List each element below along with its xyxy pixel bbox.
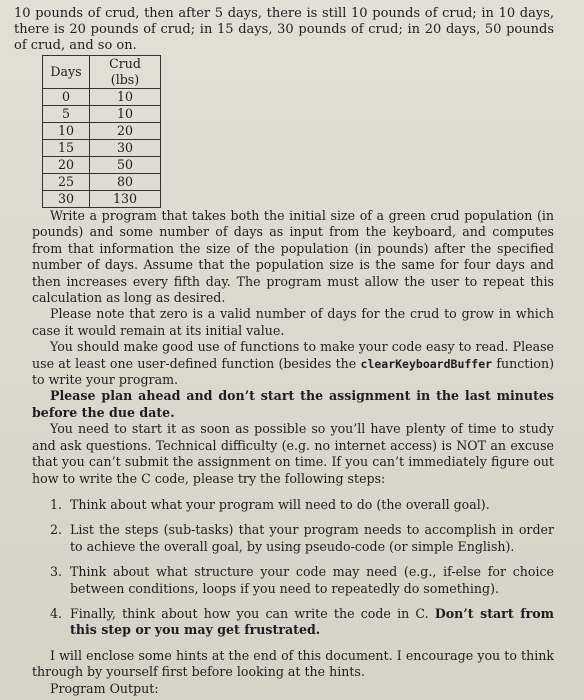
paragraph-hints: I will enclose some hints at the end of this document. I encourage you to think through by yourself first before looking at the hints. [32, 647, 554, 680]
step-number: 2. [50, 522, 63, 538]
table-cell-days: 30 [43, 191, 90, 208]
table-cell-days: 20 [43, 157, 90, 174]
table-row [43, 106, 161, 123]
step-number: 3. [50, 564, 63, 580]
paragraph-start-early: You need to start it as soon as possible so you’ll have plenty of time to study and ask questions. Technical difficulty (e.g. no internet access) is NOT an excuse that you can’t submit the assignment on time. If you can’t immediately figure out how to write the C code, please try the following steps: [32, 421, 554, 486]
crud-table [42, 55, 161, 208]
paragraph-functions [32, 339, 554, 388]
table-cell-days: 25 [43, 174, 90, 191]
paragraph-plan-ahead: Please plan ahead and don’t start the assignment in the last minutes before the due date. [32, 388, 554, 420]
step-text: Think about what structure your code may need (e.g., if-else for choice between conditions, loops if you need to repeatedly do something). [70, 564, 554, 596]
paragraph-task: Write a program that takes both the initial size of a green crud population (in pounds) and some number of days as input from the keyboard, and computes from that information the size of the population (in pounds) after the specified number of days. Assume that the population size is the same for four days and then increases every fifth day. The program must allow the user to repeat this calculation as long as desired. [32, 208, 554, 306]
code-function-name: clearKeyboardBuffer [360, 356, 493, 371]
list-item [32, 497, 554, 513]
table-cell-crud: 10 [90, 106, 161, 123]
step-number: 1. [50, 496, 63, 512]
table-row [43, 157, 161, 174]
header-days: Days [43, 56, 90, 89]
list-item [32, 564, 554, 597]
program-output-label: Program Output: [50, 680, 159, 696]
step-text [70, 606, 554, 639]
table-row [43, 140, 161, 157]
table-cell-days: 5 [43, 106, 90, 123]
list-item [32, 522, 554, 555]
table-cell-days: 15 [43, 140, 90, 157]
table-cell-crud: 130 [90, 191, 161, 208]
table-row [43, 174, 161, 191]
step-text-plain: Finally, think about how you can write the code in C. [70, 605, 435, 621]
table-cell-crud: 80 [90, 174, 161, 191]
table-row [43, 89, 161, 106]
list-item [32, 606, 554, 639]
header-crud: Crud (lbs) [90, 56, 161, 89]
functions-text-before: You should make good use of functions to make your code easy to read. Please use at least one user-defined function (besides the [32, 339, 554, 371]
table-row [43, 191, 161, 208]
paragraph-zero-days: Please note that zero is a valid number of days for the crud to grow in which case it would remain at its initial value. [32, 306, 554, 338]
table-cell-days: 10 [43, 123, 90, 140]
table-header-row [43, 56, 161, 89]
step-number: 4. [50, 605, 63, 621]
step-text: Think about what your program will need to do (the overall goal). [70, 496, 490, 512]
table-row [43, 123, 161, 140]
table-cell-crud: 50 [90, 157, 161, 174]
table-cell-crud: 20 [90, 123, 161, 140]
table-cell-crud: 10 [90, 89, 161, 106]
functions-text-after: function) to write your program. [32, 355, 554, 388]
table-cell-days: 0 [43, 89, 90, 106]
steps-list [32, 497, 554, 639]
table-cell-crud: 30 [90, 140, 161, 157]
step-text-bold: Don’t start from this step or you may get frustrated. [70, 605, 554, 638]
step-text: List the steps (sub-tasks) that your program needs to accomplish in order to achieve the overall goal, by using pseudo-code (or simple English). [70, 522, 554, 554]
intro-paragraph: 10 pounds of crud, then after 5 days, there is still 10 pounds of crud; in 10 days, there is 20 pounds of crud; in 15 days, 30 pounds of crud; in 20 days, 50 pounds of crud, and so on. [14, 6, 554, 53]
